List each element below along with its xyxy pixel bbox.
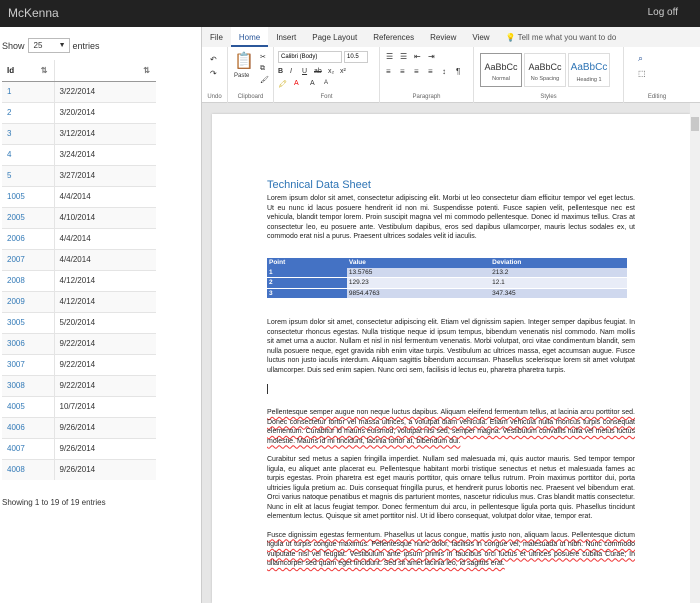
order-date: 4/12/2014 (54, 291, 156, 312)
clipboard-group: 📋 Paste ✂ ⧉ 🖌 Clipboard (228, 47, 274, 103)
align-left-icon[interactable]: ≡ (386, 67, 391, 76)
table-row[interactable] (2, 249, 156, 270)
table-row[interactable] (2, 459, 156, 480)
align-center-icon[interactable]: ≡ (400, 67, 405, 76)
document-page[interactable] (212, 114, 690, 603)
style-normal[interactable]: AaBbCc Normal (480, 53, 522, 87)
data-table (267, 258, 627, 300)
document-title: Technical Data Sheet (267, 179, 371, 191)
order-id-link[interactable]: 4007 (2, 438, 54, 459)
order-id-link[interactable]: 3006 (2, 333, 54, 354)
data-table-row (267, 268, 627, 278)
table-info: Showing 1 to 19 of 19 entries (2, 498, 106, 507)
order-id-link[interactable]: 2007 (2, 249, 54, 270)
table-row[interactable] (2, 417, 156, 438)
tab-view[interactable]: View (472, 33, 490, 42)
order-id-link[interactable]: 3007 (2, 354, 54, 375)
find-icon[interactable]: ⌕ (638, 53, 644, 63)
logoff-link[interactable]: Log off (647, 7, 678, 18)
text-cursor (267, 384, 268, 394)
tab-review[interactable]: Review (430, 33, 457, 42)
order-id-link[interactable]: 2009 (2, 291, 54, 312)
order-date: 4/12/2014 (54, 270, 156, 291)
order-date: 9/22/2014 (54, 333, 156, 354)
order-date: 9/26/2014 (54, 459, 156, 480)
data-table-cell: 9854.4763 (347, 288, 490, 299)
table-row[interactable] (2, 165, 156, 186)
order-id-link[interactable]: 4008 (2, 459, 54, 480)
order-id-link[interactable]: 2006 (2, 228, 54, 249)
page-size-control (2, 38, 100, 53)
order-date: 3/20/2014 (54, 102, 156, 123)
data-table-cell: 129.23 (347, 278, 490, 289)
ribbon (202, 47, 700, 103)
table-row[interactable] (2, 438, 156, 459)
data-table-header: Deviation (490, 258, 627, 268)
order-date: 9/22/2014 (54, 375, 156, 396)
table-row[interactable] (2, 396, 156, 417)
order-date: 9/22/2014 (54, 354, 156, 375)
document-body[interactable] (267, 179, 635, 578)
data-table-cell: 347.345 (490, 288, 627, 299)
order-id-link[interactable]: 3005 (2, 312, 54, 333)
cut-icon[interactable]: ✂ (260, 54, 266, 61)
format-painter-icon[interactable]: 🖌 (260, 77, 269, 84)
style-no-spacing[interactable]: AaBbCc No Spacing (524, 53, 566, 87)
data-table-header: Value (347, 258, 490, 268)
data-table-cell: 12.1 (490, 278, 627, 289)
paragraph-3: Pellentesque semper augue non neque luctus dapibus. Aliquam eleifend fermentum tellus, at lacinia arcu porttitor sed. Donec consectetur tortor vel massa ultrices, a volutpat diam vehicula. Etiam vehicula nulla rhoncus turpis consequat elementum. Curabitur id mauris euismod, volutpat nisi sed, semper magna. Vestibulum convallis nulla vel metus luctus molestie. Mauris id mi tincidunt, lacinia tortor at, bibendum dui. (267, 409, 635, 445)
font-group: Calibri (Body) 10.5 B I U ab x₂ x² 🖍 A A A Font (274, 47, 380, 103)
entries-label: entries (72, 40, 100, 51)
table-row[interactable] (2, 270, 156, 291)
styles-group: AaBbCc Normal AaBbCc No Spacing AaBbCc Heading 1 Styles (474, 47, 624, 103)
top-navbar (0, 0, 700, 27)
order-id-link[interactable]: 5 (2, 165, 54, 186)
table-row[interactable] (2, 102, 156, 123)
tab-home[interactable]: Home (231, 27, 268, 47)
undo-group: ↶ ↷ Undo (202, 47, 228, 103)
data-table-cell: 213.2 (490, 268, 627, 278)
order-date: 4/10/2014 (54, 207, 156, 228)
tab-page-layout[interactable]: Page Layout (312, 33, 358, 42)
highlight-icon[interactable]: 🖍 (278, 81, 287, 88)
order-id-link[interactable]: 4005 (2, 396, 54, 417)
order-id-link[interactable]: 3008 (2, 375, 54, 396)
lightbulb-icon: 💡 (505, 33, 518, 42)
font-shrink-icon[interactable]: A (324, 80, 329, 86)
order-id-link[interactable]: 2 (2, 102, 54, 123)
tab-file[interactable]: File (210, 33, 223, 42)
column-header-id[interactable]: Id ⇅ (2, 60, 54, 81)
sort-icon: ⇅ (143, 66, 150, 75)
paste-icon[interactable]: 📋 (234, 53, 254, 70)
paragraph-5: Fusce dignissim egestas fermentum. Phasellus ut lacus congue, mattis justo non, aliquam lacus. Pellentesque dictum ligula ut turpis congue maximus. Pellentesque nunc dolor, facilisis in congue vel, malesuada ut nibh. Nunc commodo vulputate nisl vel feugiat. Vestibulum ante ipsum primis in faucibus orci luctus et ultrices posuere cubilia Curae; In ullamcorper sed quam eget tincidunt. Sed sit amet lacinia leo, id sagittis erat. (267, 531, 635, 567)
paragraph-1: Lorem ipsum dolor sit amet, consectetur adipiscing elit. Morbi ut leo consectetur diam efficitur tempor vel eget lectus. Ut eu nunc id lacus posuere hendrerit id non mi. Suspendisse potenti. Fusce sapien velit, pellentesque nec est vehicula, blandit tempor lorem. Proin suscipit magna vel mi commodo pellentesque. Donec id maximus tellus. Cras at consectetur leo, eu posuere ante. Vestibulum dapibus, eros sed dapibus ullamcorper, mauris lectus sodales ex, ut commodo erat nisl a purus. Praesent ultrices sodales velit id iaculis. (267, 195, 635, 240)
chevron-down-icon: ▼ (58, 42, 66, 49)
data-table-cell: 2 (267, 278, 347, 289)
justify-icon[interactable]: ≡ (428, 67, 433, 76)
order-date: 4/4/2014 (54, 249, 156, 270)
table-row[interactable] (2, 144, 156, 165)
bullets-icon[interactable]: ☰ (386, 52, 394, 61)
data-table-cell: 13.5765 (347, 268, 490, 278)
sort-asc-icon: ⇅ (40, 66, 48, 75)
order-date: 3/22/2014 (54, 81, 156, 102)
ribbon-tabs (202, 27, 700, 47)
font-color-icon[interactable]: A (294, 80, 299, 87)
font-name-select[interactable]: Calibri (Body) (278, 51, 342, 63)
line-spacing-icon[interactable]: ↕ (442, 67, 446, 76)
increase-indent-icon[interactable]: ⇥ (428, 52, 435, 61)
order-date: 3/12/2014 (54, 123, 156, 144)
copy-icon[interactable]: ⧉ (260, 65, 265, 72)
paragraph-2: Lorem ipsum dolor sit amet, consectetur adipiscing elit. Etiam vel dignissim sapien. Integer semper dapibus feugiat. In consectetur rhoncus egestas. Nulla tristique neque id ipsum tempus, bibendum venenatis nisl commodo. Nam mollis sit amet urna a auctor. Nullam et nisl in nisl fermentum venenatis. Morbi volutpat, orci vitae condimentum blandit, sem nulla posuere neque, eget gravida nibh enim vitae turpis. Vestibulum ac ultrices massa, eget accumsan augue. Fusce luctus non justo iaculis interdum. Aliquam sagittis bibendum accumsan. Phasellus scelerisque lorem sit amet volutpat ullamcorper. Duis sed enim sapien. Nunc orci sem, facilisis id lectus eu, pharetra pharetra turpis. (267, 319, 635, 374)
data-table-row (267, 278, 627, 289)
table-row[interactable] (2, 312, 156, 333)
subscript-icon[interactable]: x₂ (328, 68, 335, 75)
document-scrollbar[interactable] (690, 103, 700, 603)
bold-icon[interactable]: B (278, 68, 284, 75)
order-date: 4/4/2014 (54, 228, 156, 249)
table-header-row (2, 60, 156, 81)
align-right-icon[interactable]: ≡ (414, 67, 419, 76)
orders-table (2, 60, 156, 480)
order-date: 3/24/2014 (54, 144, 156, 165)
table-row[interactable] (2, 123, 156, 144)
pilcrow-icon[interactable]: ¶ (456, 67, 461, 76)
orders-list-panel (0, 27, 200, 603)
redo-icon[interactable]: ↷ (210, 69, 217, 78)
page-size-select[interactable]: 25 ▼ (28, 38, 70, 53)
scrollbar-thumb[interactable] (691, 117, 699, 131)
tab-references[interactable]: References (373, 33, 415, 42)
paragraph-group: ☰ ☰ ⇤ ⇥ ≡ ≡ ≡ ≡ ↕ ¶ Paragraph (380, 47, 474, 103)
table-row[interactable] (2, 291, 156, 312)
order-id-link[interactable]: 2005 (2, 207, 54, 228)
order-date: 3/27/2014 (54, 165, 156, 186)
order-date: 9/26/2014 (54, 438, 156, 459)
order-date: 9/26/2014 (54, 417, 156, 438)
order-id-link[interactable]: 2008 (2, 270, 54, 291)
paragraph-4: Curabitur sed metus a sapien fringilla imperdiet. Nullam sed malesuada mi, quis auctor mauris. Sed tempor tempor ligula, eu aliquet ante placerat eu. Pellentesque habitant morbi tristique senectus et netus et malesuada fames ac turpis egestas. Proin pharetra est eget mauris porttitor, quis ornare tellus rutrum. Proin maximus porttitor dui, porta ultricies ligula pretium ac. Duis consequat fringilla purus, et hendrerit purus lobortis nec. Praesent vel bibendum erat. Orci varius natoque penatibus et magnis dis parturient montes, nascetur ridiculus mus. Cras blandit mattis consectetur. Nunc in elit at lacus feugiat tempor. Donec fermentum dui arcu, in pellentesque ligula porta quis. Phasellus tincidunt elementum lectus. Quisque sit amet porttitor nisl. Ut id libero consequat, volutpat dolor vitae, tempor erat. (267, 456, 635, 520)
tell-me-input[interactable]: 💡 Tell me what you want to do (505, 33, 617, 42)
word-editor (201, 27, 700, 603)
order-id-link[interactable]: 4 (2, 144, 54, 165)
undo-icon[interactable]: ↶ (210, 55, 217, 64)
select-icon[interactable]: ⬚ (638, 69, 646, 78)
column-header-date[interactable] (54, 60, 156, 81)
paste-button[interactable]: Paste (234, 73, 250, 79)
font-size-select[interactable]: 10.5 (344, 51, 368, 63)
tab-insert[interactable]: Insert (276, 33, 297, 42)
show-label: Show (2, 40, 25, 51)
table-row[interactable] (2, 207, 156, 228)
order-id-link[interactable]: 3 (2, 123, 54, 144)
order-id-link[interactable]: 4006 (2, 417, 54, 438)
table-row[interactable] (2, 333, 156, 354)
order-date: 10/7/2014 (54, 396, 156, 417)
numbering-icon[interactable]: ☰ (400, 52, 408, 61)
order-id-link[interactable]: 1005 (2, 186, 54, 207)
order-id-link[interactable]: 1 (2, 81, 54, 102)
table-row[interactable] (2, 375, 156, 396)
strikethrough-icon[interactable]: ab (314, 68, 322, 75)
decrease-indent-icon[interactable]: ⇤ (414, 52, 421, 61)
font-grow-icon[interactable]: A (310, 80, 315, 87)
data-table-header: Point (267, 258, 347, 268)
italic-icon[interactable]: I (290, 68, 292, 75)
data-table-cell: 1 (267, 268, 347, 278)
style-heading-1[interactable]: AaBbCc Heading 1 (568, 53, 610, 87)
table-row[interactable] (2, 354, 156, 375)
table-row[interactable] (2, 228, 156, 249)
order-date: 4/4/2014 (54, 186, 156, 207)
table-row[interactable] (2, 81, 156, 102)
data-table-cell: 3 (267, 288, 347, 299)
editing-group: ⌕ ⬚ Editing (638, 53, 667, 100)
brand-link[interactable]: McKenna (8, 6, 59, 20)
order-date: 5/20/2014 (54, 312, 156, 333)
table-row[interactable] (2, 186, 156, 207)
underline-icon[interactable]: U (302, 68, 308, 75)
data-table-row (267, 288, 627, 299)
superscript-icon[interactable]: x² (340, 68, 346, 75)
